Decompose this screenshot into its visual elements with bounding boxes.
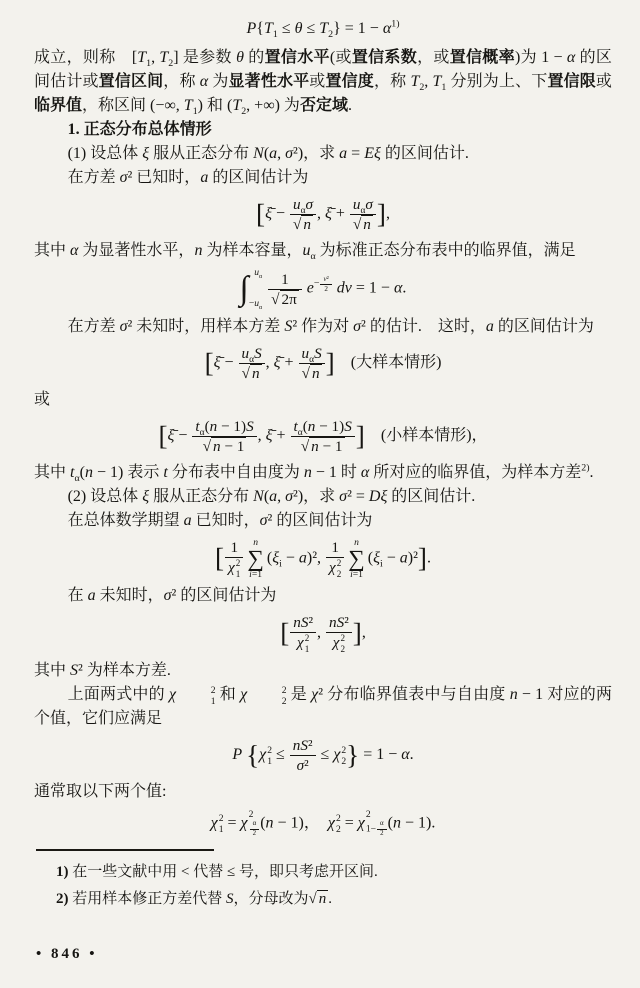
para-variance-unknown: 在方差 σ² 未知时，用样本方差 S² 作为对 σ² 的估计. 这时，a 的区间估计为	[67, 318, 594, 335]
para-chi-values-description: 上面两式中的 χ 2 1 和 χ 2 2 是 χ² 分布临界值表中与自由度 n − 1 对应的两个值，它们应满足	[34, 684, 612, 728]
footnote-area	[0, 849, 640, 913]
formula-confidence-probability: $P\{T_1 \le \theta \le T_2\} = 1 - \alpha^{1)}$	[246, 18, 400, 41]
formula-standard-normal-integral: ∫ $u_\alpha$ $-u_\alpha$ $\frac{1}{√ 2\pi}$ $e^{- \frac{\text{v²}}{2}}$ dv = 1 − α.	[239, 267, 407, 312]
footnote-divider	[36, 849, 214, 851]
item-1-mean-estimation: (1) 设总体 ξ 服从正态分布 N(a, σ²)，求 a = Eξ 的区间估计.	[67, 145, 469, 162]
formula-interval-known-sigma: [ξ̄ − $u_\alpha\sigma$ √ n , ξ̄ + $u_\alpha\sigma$ √ n ],	[256, 196, 390, 233]
formula-interval-small-sample: [ξ̄ − $\frac{t_\alpha(n - 1)S}{√ n - 1}$ , ξ̄ + $\frac{t_\alpha(n - 1)S}{√ n - 1}$ ] (小样本情形)，	[158, 418, 488, 455]
line-alpha-description: 其中 α 为显著性水平，n 为样本容量，$u_\alpha$ 为标准正态分布表中的临界值，满足	[34, 242, 576, 263]
connector-or: 或	[34, 391, 51, 408]
item-2-variance-estimation: (2) 设总体 ξ 服从正态分布 N(a, σ²)，求 σ² = Dξ 的区间估计.	[67, 488, 476, 505]
line-sample-variance: 其中 S² 为样本方差.	[34, 662, 171, 680]
line-usually-take: 通常取以下两个值:	[34, 783, 167, 801]
footnote-2: 2) 若用样本修正方差代替 S，分母改为√ n .	[56, 890, 332, 907]
formula-chi-quantiles: χ 2 1 = χ 2 $\frac{\alpha}{2}$ (n − 1)， χ 2 2 = χ 2 1− $\frac{\alpha}{2}$ (n − 1).	[210, 809, 436, 837]
footnote-1: 1) 在一些文献中用 < 代替 ≤ 号，即只考虑开区间.	[56, 863, 378, 880]
line-expectation-known: 在总体数学期望 a 已知时，σ² 的区间估计为	[67, 512, 373, 529]
formula-ns2-interval: [ nS² χ 2 1 , nS² χ 2 2 ],	[280, 614, 366, 654]
line-a-unknown: 在 a 未知时，σ² 的区间估计为	[67, 587, 277, 605]
formula-interval-large-sample: [ξ̄ − $u_\alpha S$ √ n , ξ̄ + $u_\alpha S$ √ n ] (大样本情形)	[204, 345, 442, 382]
intro-paragraph: 成立，则称 [$T_1$, $T_2$] 是参数 θ 的置信水平(或置信系数，或置信概率)为 1 − α 的区间估计或置信区间，称 α 为显著性水平或置信度，称 $T_2$, $T_1$ 分别为上、下置信限或临界值，称区间 (−∞, $T_1$) 和 ($T_2$, +∞) 为否定域.	[34, 49, 612, 118]
formula-probability-condition: P {χ 2 1 ≤ $\frac{\text{nS²}}{\text{σ²}}$ ≤ χ 2 2 } = 1 − α.	[232, 737, 414, 775]
line-variance-known: 在方差 σ² 已知时，a 的区间估计为	[67, 169, 309, 186]
para-t-critical-description: 其中 $t_\alpha(n - 1)$ 表示 t 分布表中自由度为 n − 1 时 α 所对应的临界值，为样本方差$^{2)}$.	[34, 462, 594, 485]
section-heading-normal-distribution: 1. 正态分布总体情形	[67, 121, 212, 138]
page-number: • 846 •	[36, 946, 98, 962]
formula-chi-square-interval-known-mean: [ 1 χ 2 1 n ∑ i=1 $(\xi_i - a)^2$, 1 χ 2 2 n ∑ i=1 $(\xi_i - a)^2$].	[215, 537, 431, 580]
